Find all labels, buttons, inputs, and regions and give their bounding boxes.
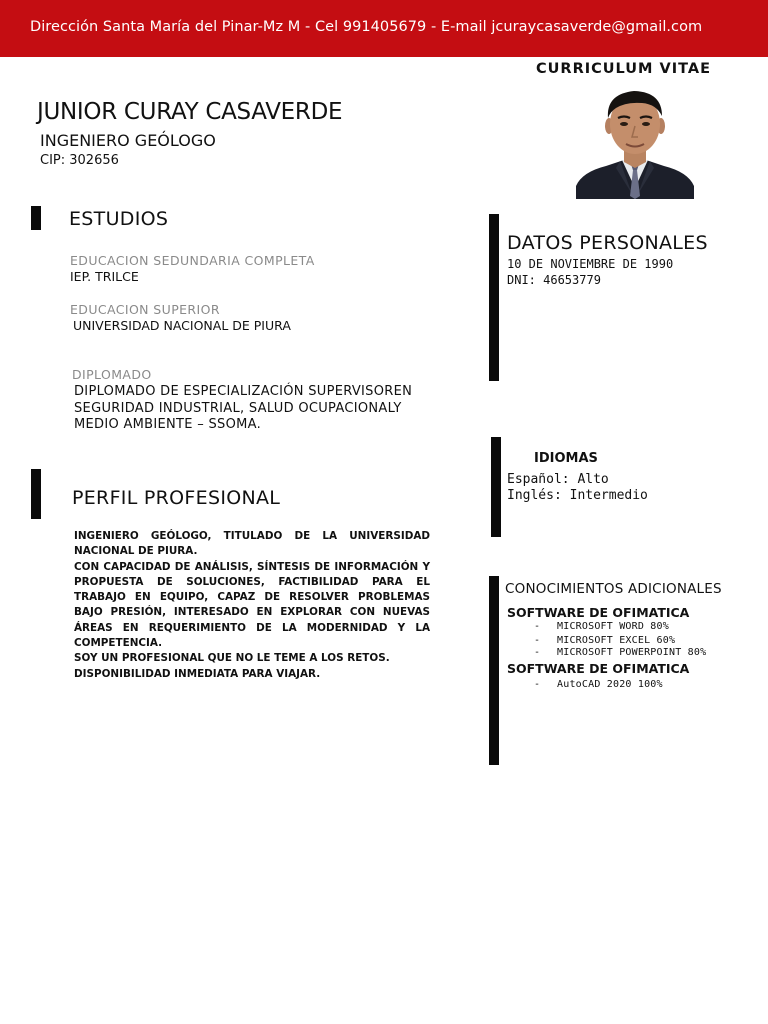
estudios-title: ESTUDIOS [69, 208, 169, 230]
datos-section-bar [489, 214, 499, 381]
software-item [534, 679, 663, 690]
header-bar [0, 0, 768, 57]
profile-photo-illustration [576, 88, 694, 199]
software-item [534, 621, 669, 632]
perfil-line: DISPONIBILIDAD INMEDIATA PARA VIAJAR. [74, 667, 321, 680]
person-profession: INGENIERO GEÓLOGO [40, 131, 216, 150]
datos-title: DATOS PERSONALES [507, 232, 708, 254]
perfil-line: BAJO PRESIÓN, INTERESADO EN EXPLORAR CON NUEVAS [74, 606, 430, 619]
superior-value: UNIVERSIDAD NACIONAL DE PIURA [73, 318, 291, 333]
contact-line: Dirección Santa María del Pinar-Mz M - Cel 991405679 - E-mail jcuraycasaverde@gmail.com [30, 19, 703, 35]
perfil-line: NACIONAL DE PIURA. [74, 545, 198, 558]
secundaria-value: IEP. TRILCE [70, 269, 139, 284]
software-group-title: SOFTWARE DE OFIMATICA [507, 661, 690, 676]
perfil-line: TRABAJO EN EQUIPO, CAPAZ DE RESOLVER PROBLEMAS [74, 591, 430, 604]
perfil-text [74, 529, 430, 682]
perfil-line: SOY UN PROFESIONAL QUE NO LE TEME A LOS RETOS. [74, 652, 390, 665]
diplomado-text [74, 384, 412, 434]
perfil-section-bar [31, 469, 41, 519]
estudios-section-bar [31, 206, 41, 230]
conocimientos-section-bar [489, 576, 499, 765]
perfil-line: COMPETENCIA. [74, 637, 163, 650]
dash-bullet: - [534, 621, 541, 632]
dash-bullet: - [534, 635, 541, 646]
software-item [534, 647, 706, 658]
secundaria-label: EDUCACION SEDUNDARIA COMPLETA [70, 253, 315, 268]
conocimientos-title: CONOCIMIENTOS ADICIONALES [505, 581, 722, 597]
software-item-label: MICROSOFT WORD 80% [557, 621, 669, 632]
dni: DNI: 46653779 [507, 273, 601, 287]
software-item [534, 635, 675, 646]
dash-bullet: - [534, 647, 541, 658]
diplomado-line: SEGURIDAD INDUSTRIAL, SALUD OCUPACIONALY [74, 400, 402, 416]
idioma-item: Español: Alto [507, 472, 609, 487]
person-cip: CIP: 302656 [40, 153, 119, 168]
dash-bullet: - [534, 679, 541, 690]
person-name: JUNIOR CURAY CASAVERDE [37, 99, 343, 125]
perfil-line: ÁREAS EN REQUERIMIENTO DE LA MODERNIDAD Y LA [74, 621, 430, 634]
perfil-title: PERFIL PROFESIONAL [72, 487, 281, 509]
superior-label: EDUCACION SUPERIOR [70, 302, 220, 317]
perfil-line: INGENIERO GEÓLOGO, TITULADO DE LA UNIVERSIDAD [74, 530, 430, 542]
diplomado-line: MEDIO AMBIENTE – SSOMA. [74, 417, 262, 432]
idioma-item: Inglés: Intermedio [507, 488, 648, 503]
software-item-label: AutoCAD 2020 100% [557, 679, 663, 690]
idiomas-section-bar [491, 437, 501, 537]
cv-title: CURRICULUM VITAE [536, 61, 712, 77]
software-group-title: SOFTWARE DE OFIMATICA [507, 605, 690, 620]
diplomado-line: DIPLOMADO DE ESPECIALIZACIÓN SUPERVISOREN [74, 384, 413, 399]
perfil-line: CON CAPACIDAD DE ANÁLISIS, SÍNTESIS DE INFORMACIÓN Y [74, 560, 430, 573]
idiomas-title: IDIOMAS [534, 451, 598, 466]
diplomado-label: DIPLOMADO [72, 367, 152, 382]
profile-photo [576, 88, 694, 199]
software-item-label: MICROSOFT EXCEL 60% [557, 635, 676, 646]
perfil-line: PROPUESTA DE SOLUCIONES, FACTIBILIDAD PARA EL [74, 575, 430, 588]
birth-date: 10 DE NOVIEMBRE DE 1990 [507, 257, 674, 271]
software-item-label: MICROSOFT POWERPOINT 80% [557, 647, 707, 658]
